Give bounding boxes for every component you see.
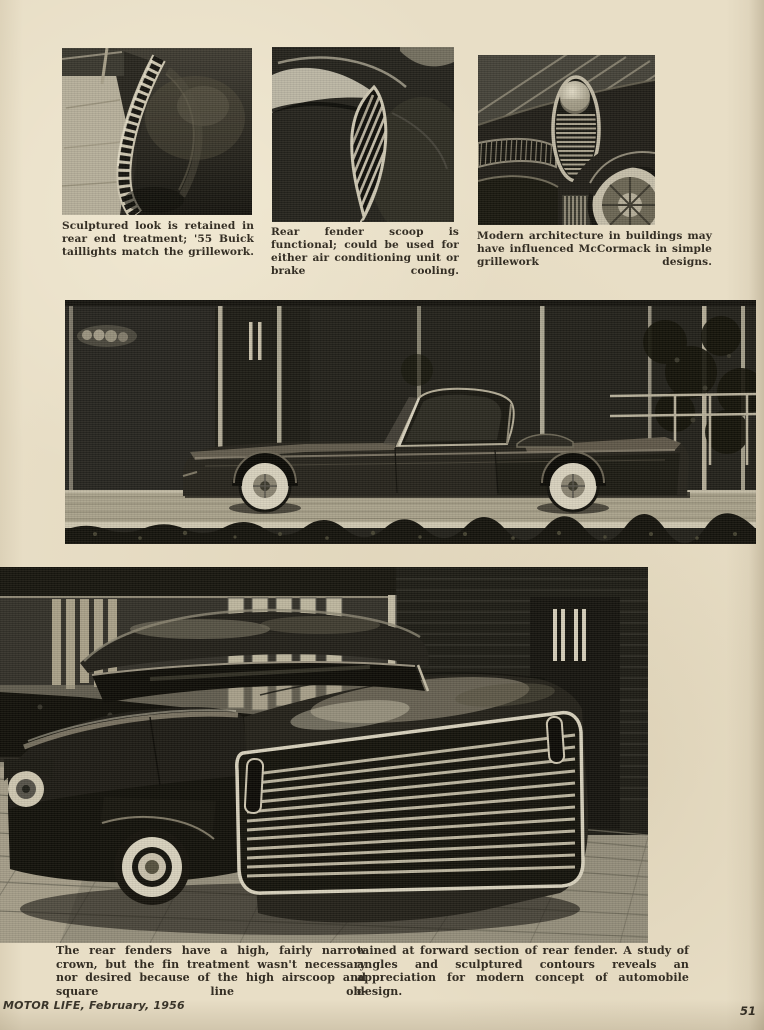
photo-rear-three-quarter-art xyxy=(0,567,648,943)
caption-fender-scoop: Rear fender scoop is functional; could be used for either air conditioning unit or brake cooling. xyxy=(271,226,459,277)
photo-side-profile-art xyxy=(65,300,756,544)
photo-rear-three-quarter xyxy=(0,567,648,943)
caption-bottom-left-column: The rear fenders have a high, fairly narrow crown, but the fin treatment wasn't necessary nor desired because of the high airscoop and square line ob- xyxy=(56,944,366,998)
photo-rear-end-closeup-art xyxy=(62,48,252,215)
caption-rear-end: Sculptured look is retained in rear end treatment; '55 Buick taillights match the grillework. xyxy=(62,220,254,258)
photo-rear-end-closeup xyxy=(62,48,252,215)
page-number: 51 xyxy=(740,1004,757,1018)
photo-fender-scoop-art xyxy=(272,47,454,222)
photo-side-profile xyxy=(65,300,756,544)
footer-publication-line: MOTOR LIFE, February, 1956 xyxy=(3,999,185,1012)
photo-fender-scoop xyxy=(272,47,454,222)
photo-front-grille-art xyxy=(478,55,655,225)
caption-bottom-right-column: tained at forward section of rear fender. A study of angles and sculptured contours reveals an appreciation for modern concept of automobile design. xyxy=(357,944,689,998)
photo-front-grille xyxy=(478,55,655,225)
caption-front-grille: Modern architecture in buildings may have influenced McCormack in simple grillework designs. xyxy=(477,230,712,268)
